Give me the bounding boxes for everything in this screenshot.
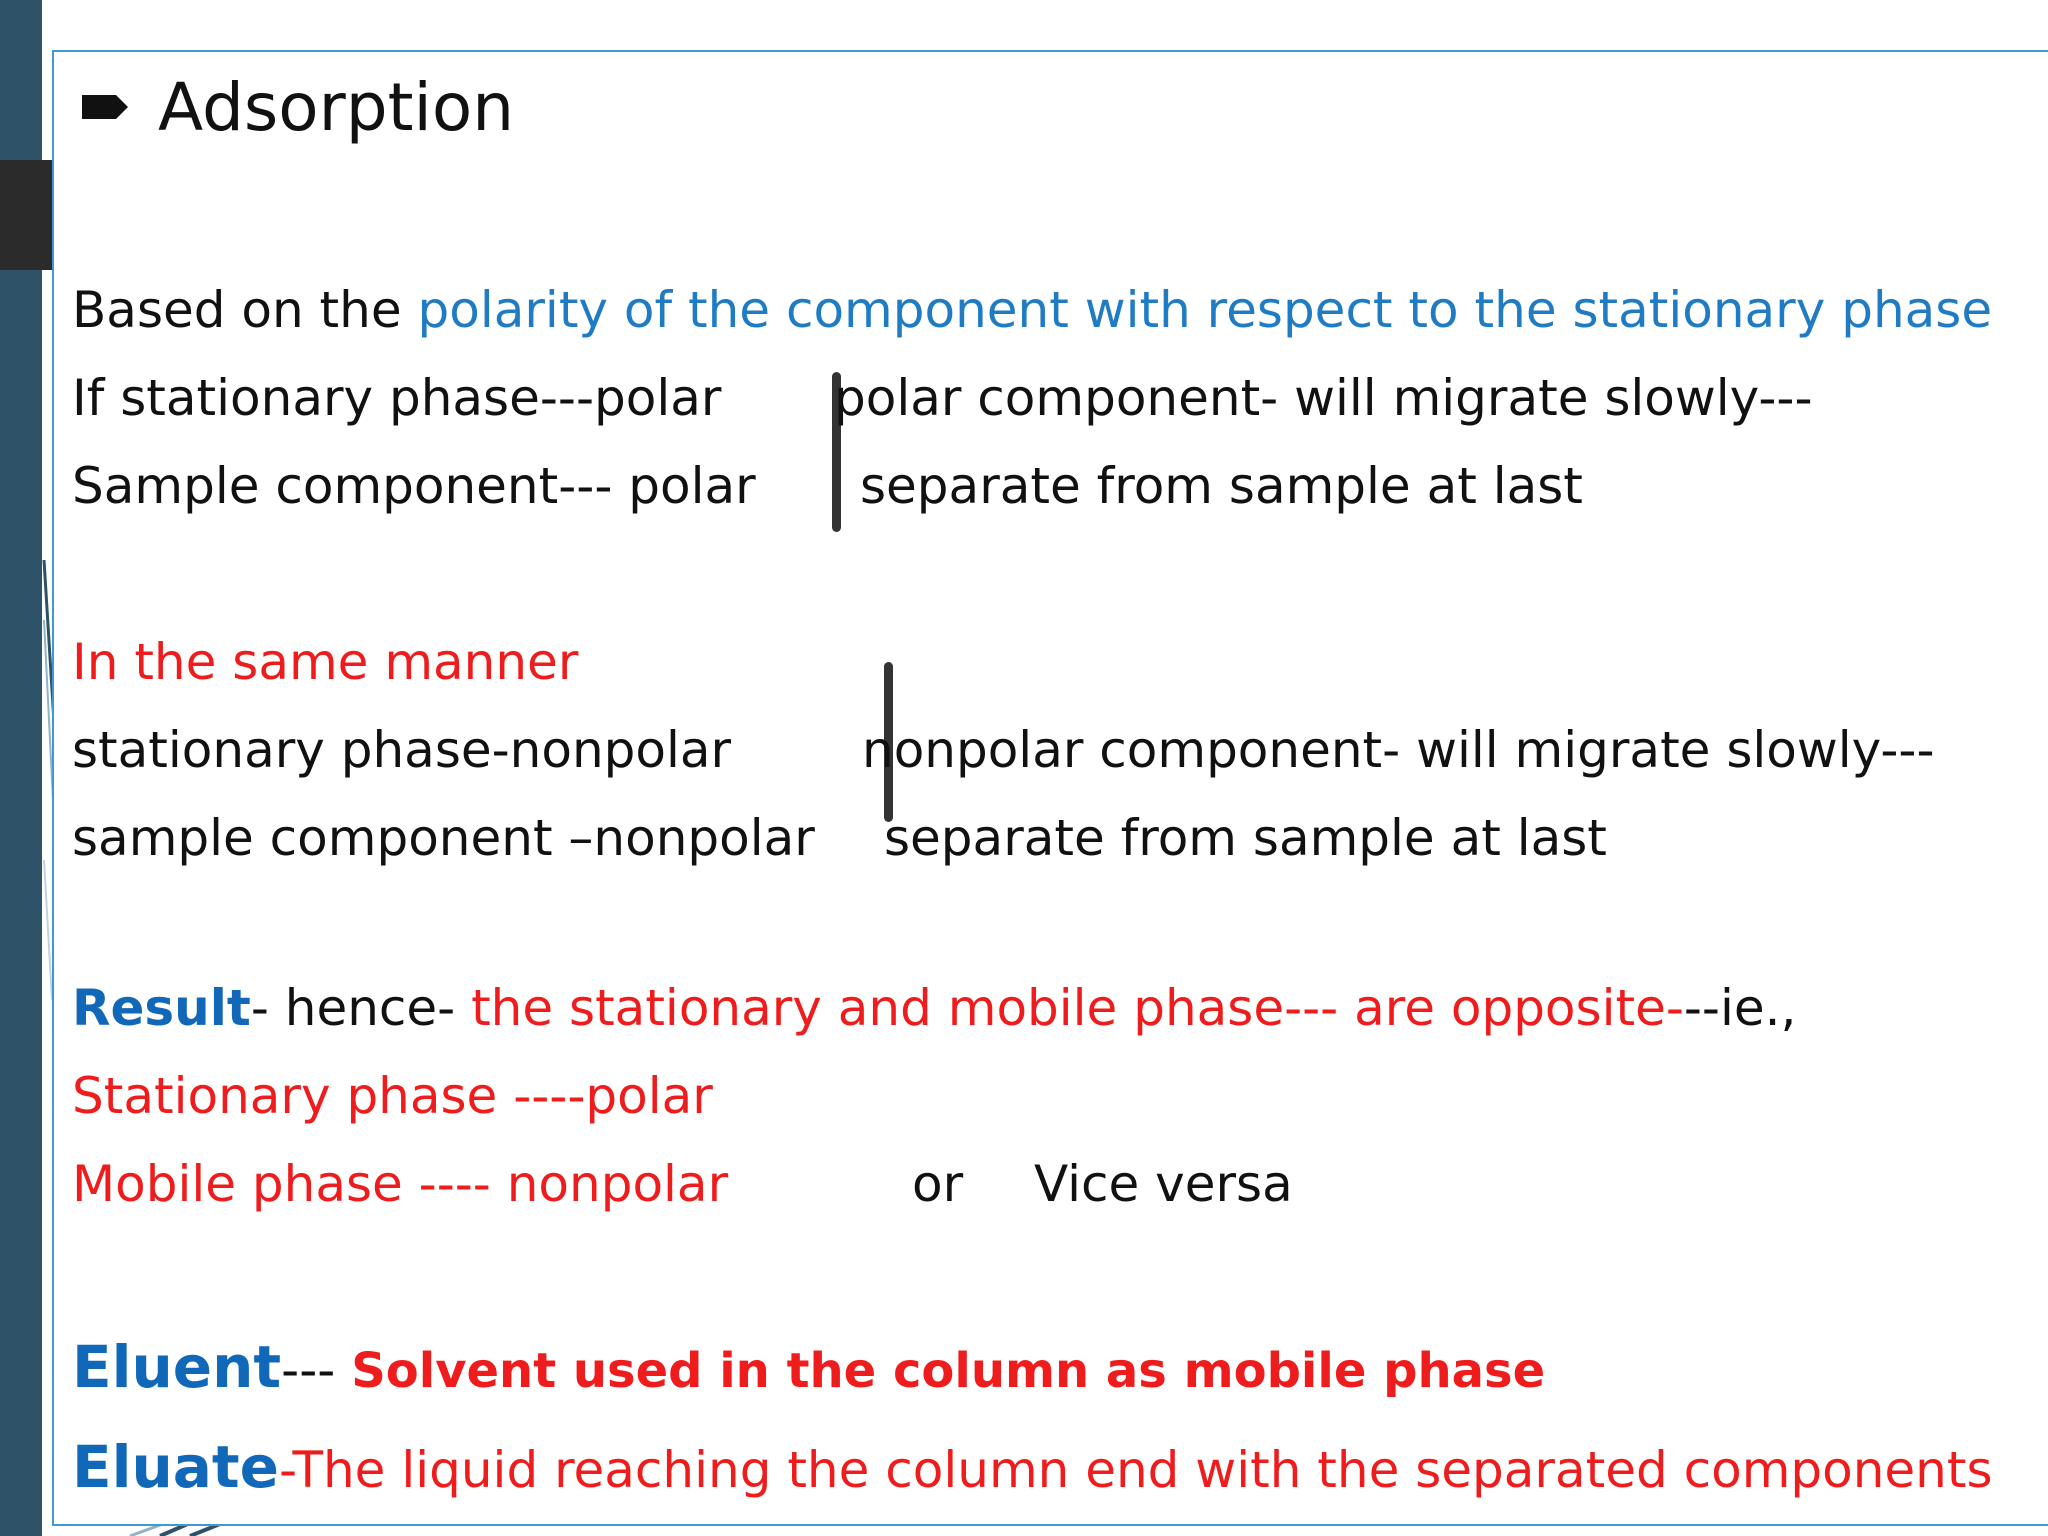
nonpolar-right-2: separate from sample at last bbox=[884, 809, 1607, 867]
result-line bbox=[72, 978, 1796, 1038]
nonpolar-right-1: nonpolar component- will migrate slowly--- bbox=[862, 721, 1935, 779]
same-manner-heading: In the same manner bbox=[72, 633, 579, 691]
vice-versa-text: Vice versa bbox=[1034, 1155, 1293, 1213]
arrow-bullet-icon bbox=[78, 87, 132, 127]
or-text: or bbox=[912, 1155, 964, 1213]
eluate-definition: The liquid reaching the column end with the separated components bbox=[292, 1441, 1993, 1499]
polar-left-2: Sample component--- polar bbox=[72, 457, 756, 515]
result-label: Result bbox=[72, 979, 251, 1037]
slide-frame bbox=[52, 50, 2048, 1526]
eluent-definition: Solvent used in the column as mobile phase bbox=[351, 1343, 1546, 1399]
eluent-sep: --- bbox=[281, 1341, 352, 1399]
intro-line bbox=[72, 280, 1992, 340]
title-row bbox=[78, 62, 514, 152]
eluate-sep: - bbox=[279, 1441, 293, 1499]
eluent-term: Eluent bbox=[72, 1333, 282, 1401]
slide-title: Adsorption bbox=[158, 68, 515, 146]
polar-left-1: If stationary phase---polar bbox=[72, 369, 722, 427]
eluate-line bbox=[72, 1434, 1993, 1503]
eluent-line bbox=[72, 1334, 1545, 1404]
polar-right-1: polar component- will migrate slowly--- bbox=[834, 369, 1813, 427]
polar-right-2: separate from sample at last bbox=[860, 457, 1583, 515]
side-band-accent bbox=[0, 160, 52, 270]
nonpolar-left-1: stationary phase-nonpolar bbox=[72, 721, 732, 779]
intro-highlight: polarity of the component with respect to the stationary phase bbox=[417, 281, 1993, 339]
eluate-term: Eluate bbox=[72, 1433, 279, 1501]
stationary-polar-line: Stationary phase ----polar bbox=[72, 1067, 713, 1125]
mobile-nonpolar-line: Mobile phase ---- nonpolar bbox=[72, 1155, 729, 1213]
intro-prefix: Based on the bbox=[72, 281, 418, 339]
nonpolar-left-2: sample component –nonpolar bbox=[72, 809, 815, 867]
result-mid: - hence- bbox=[250, 979, 472, 1037]
result-highlight: the stationary and mobile phase--- are opposite- bbox=[471, 979, 1684, 1037]
result-tail: --ie., bbox=[1683, 979, 1797, 1037]
